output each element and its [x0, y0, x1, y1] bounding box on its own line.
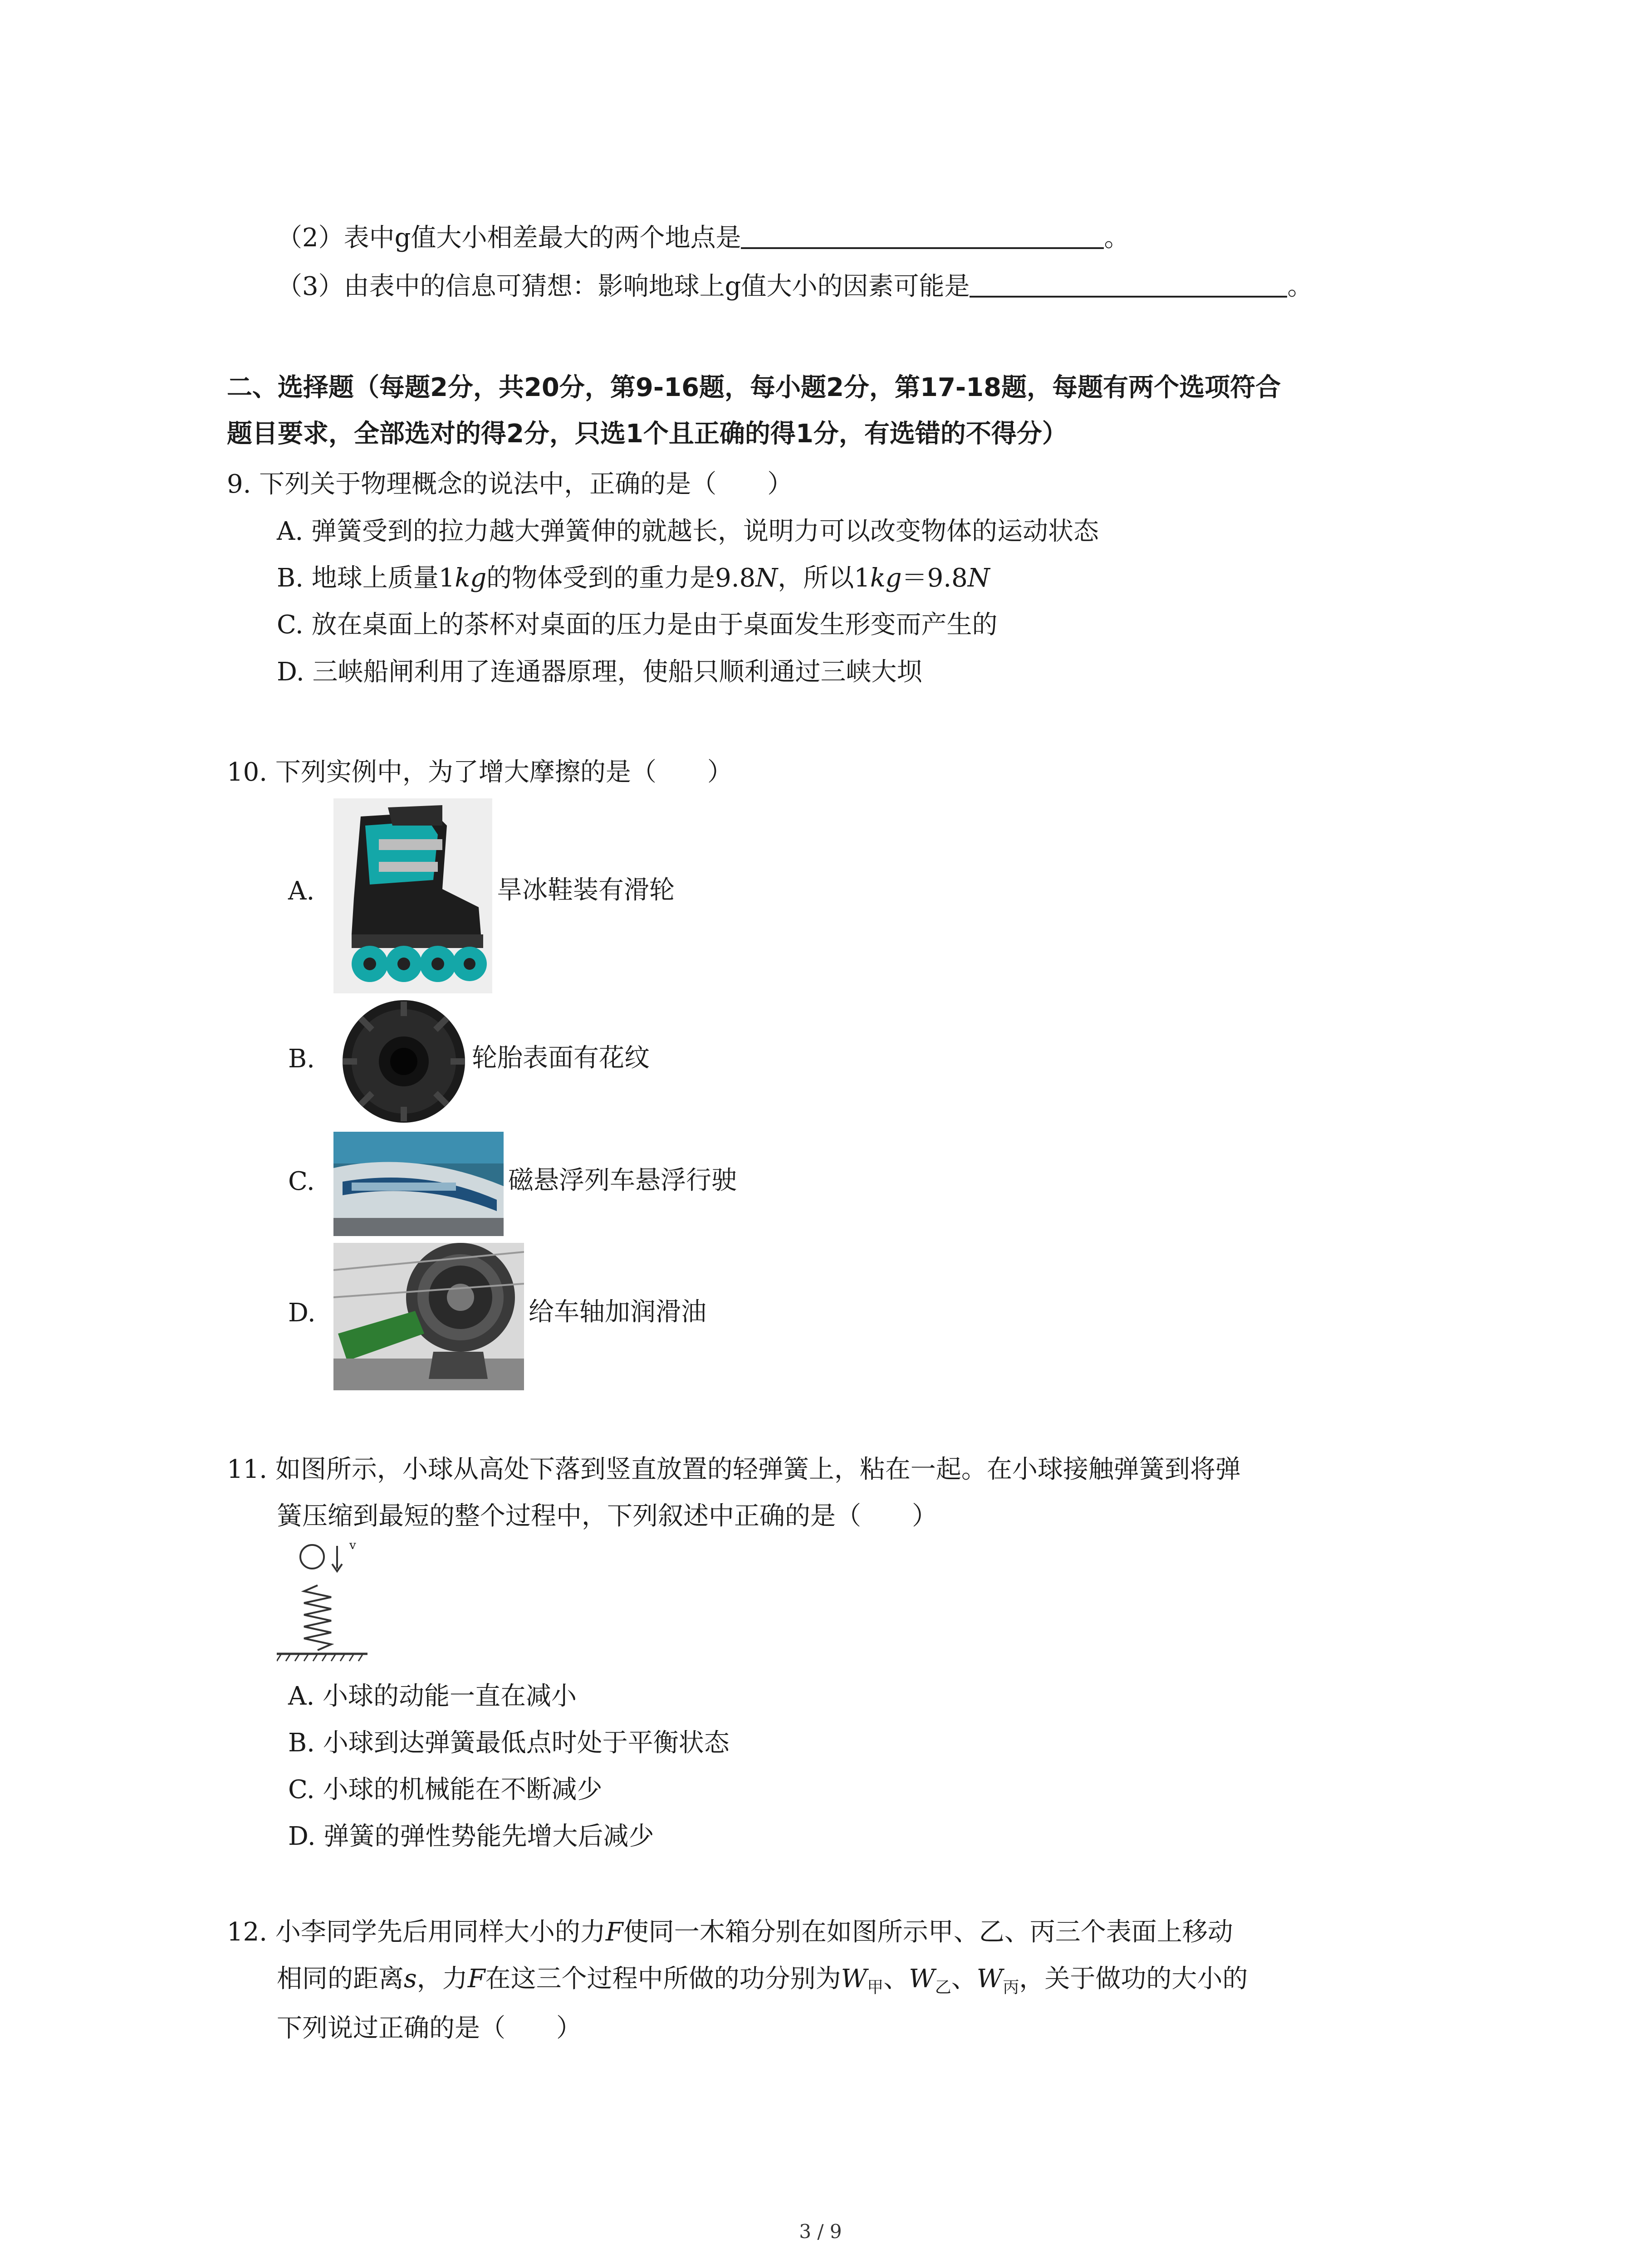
- q9-option-b: B. 地球上质量1kg的物体受到的重力是9.8N，所以1kg＝9.8N: [277, 563, 990, 593]
- q11-stem-line1: 11. 如图所示，小球从高处下落到竖直放置的轻弹簧上，粘在一起。在小球接触弹簧到将弹: [227, 1455, 1241, 1484]
- q10-option-c-label: C.: [288, 1167, 315, 1196]
- q10-option-c-text: 磁悬浮列车悬浮行驶: [508, 1166, 737, 1195]
- q10-option-d-text: 给车轴加润滑油: [529, 1297, 706, 1327]
- answer-blank[interactable]: [970, 269, 1287, 298]
- q9-option-c: C. 放在桌面上的茶杯对桌面的压力是由于桌面发生形变而产生的: [277, 610, 998, 640]
- q8-part2: （2）表中g值大小相差最大的两个地点是 。: [277, 220, 1129, 256]
- q12-stem-line3: 下列说过正确的是（ ）: [277, 2014, 582, 2043]
- q12-stem-line1: 12. 小李同学先后用同样大小的力F使同一木箱分别在如图所示甲、乙、丙三个表面上移动: [227, 1917, 1233, 1947]
- q9-option-d: D. 三峡船闸利用了连通器原理，使船只顺利通过三峡大坝: [277, 657, 922, 687]
- q9-option-a: A. 弹簧受到的拉力越大弹簧伸的就越长，说明力可以改变物体的运动状态: [277, 517, 1099, 546]
- q10-option-b-text: 轮胎表面有花纹: [472, 1043, 650, 1073]
- q12-stem-line2: 相同的距离s，力F在这三个过程中所做的功分别为$W_甲$、$W_乙$、$W_丙$，关于做功的大小的: [277, 1964, 1248, 1997]
- q11-option-d: D. 弹簧的弹性势能先增大后减少: [288, 1822, 654, 1851]
- tire-image: [338, 998, 470, 1125]
- bike-gear-oiling-image: [333, 1243, 524, 1390]
- section-title-line1: 二、选择题（每题2分，共20分，第9-16题，每小题2分，第17-18题，每题有两个选项符合: [227, 373, 1281, 402]
- q11-option-c: C. 小球的机械能在不断减少: [288, 1775, 603, 1804]
- q10-option-b-label: B.: [288, 1044, 315, 1074]
- q11-option-b: B. 小球到达弹簧最低点时处于平衡状态: [288, 1728, 730, 1758]
- q11-stem-line2: 簧压缩到最短的整个过程中，下列叙述中正确的是（ ）: [277, 1501, 937, 1531]
- q8-part3: （3）由表中的信息可猜想：影响地球上g值大小的因素可能是 。: [277, 269, 1313, 305]
- q9-stem: 9. 下列关于物理概念的说法中，正确的是（ ）: [227, 469, 793, 499]
- q10-stem: 10. 下列实例中，为了增大摩擦的是（ ）: [227, 758, 733, 787]
- answer-blank[interactable]: [741, 220, 1104, 249]
- section-title-line2: 题目要求，全部选对的得2分，只选1个且正确的得1分，有选错的不得分）: [227, 419, 1068, 449]
- ball-spring-figure: [277, 1538, 377, 1674]
- q10-option-a-label: A.: [288, 876, 315, 906]
- q10-option-d-label: D.: [288, 1298, 316, 1328]
- maglev-train-image: [333, 1132, 504, 1236]
- roller-skate-image: [333, 798, 492, 993]
- q10-option-a-text: 旱冰鞋装有滑轮: [497, 875, 675, 905]
- q11-option-a: A. 小球的动能一直在减小: [288, 1681, 577, 1711]
- page-number: 3 / 9: [799, 2220, 842, 2243]
- velocity-label: v: [349, 1539, 356, 1552]
